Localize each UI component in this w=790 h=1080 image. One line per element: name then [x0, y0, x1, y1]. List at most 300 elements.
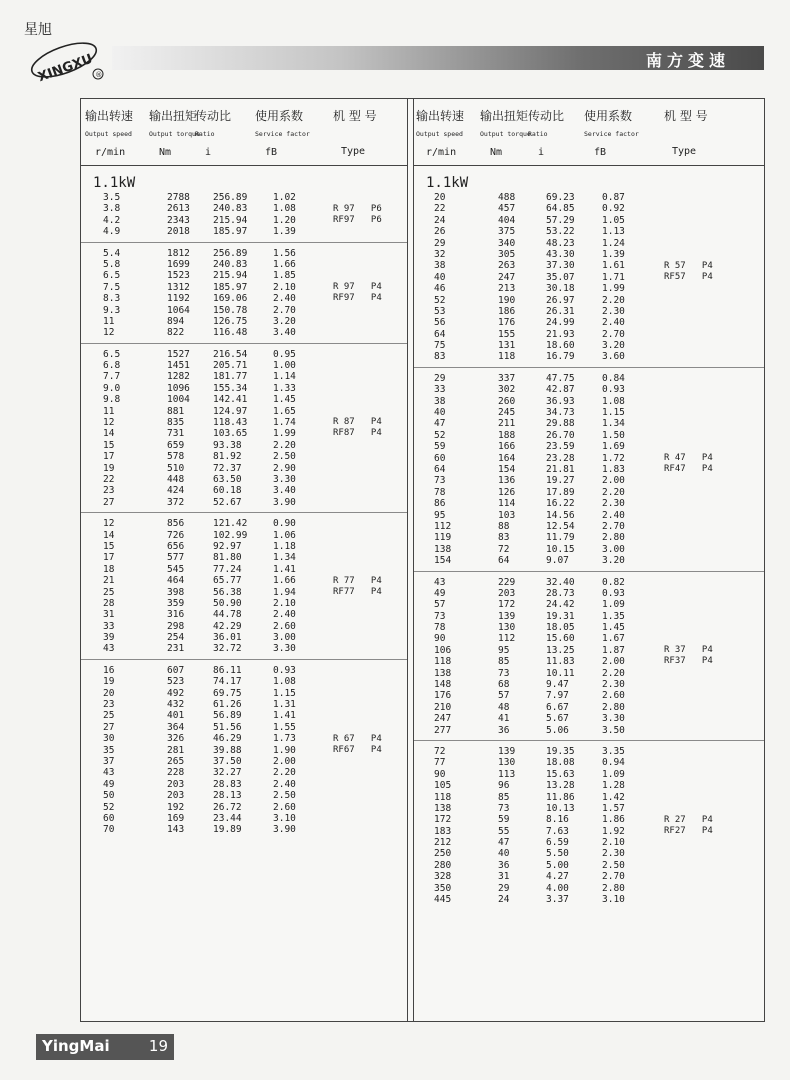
cell-ratio: 15.63 [546, 768, 575, 780]
cell-torque: 154 [498, 463, 516, 475]
table-row [414, 883, 764, 894]
table-row [81, 270, 407, 281]
banner-title: 南方变速 [645, 51, 730, 70]
cell-sf: 2.50 [602, 859, 625, 871]
cell-torque: 231 [167, 643, 185, 655]
cell-ratio: 14.56 [546, 509, 575, 521]
cell-speed: 60 [434, 452, 446, 464]
table-row [414, 306, 764, 317]
cell-torque: 881 [167, 405, 185, 417]
cell-speed: 350 [434, 882, 452, 894]
cell-torque: 73 [498, 802, 510, 814]
cell-sf: 1.99 [273, 428, 296, 440]
cell-sf: 1.56 [273, 247, 296, 259]
table-row [81, 440, 407, 451]
cell-ratio: 185.97 [213, 226, 248, 238]
cell-sf: 1.90 [273, 744, 296, 756]
cell-sf: 2.00 [602, 656, 625, 668]
cell-speed: 43 [103, 767, 115, 779]
column-header-sf [584, 107, 639, 158]
cell-ratio: 60.18 [213, 485, 242, 497]
cell-ratio: 19.89 [213, 824, 242, 836]
cell-speed: 38 [434, 395, 446, 407]
cell-speed: 118 [434, 791, 452, 803]
header-type-unit: Type [341, 146, 366, 157]
table-row [414, 611, 764, 622]
cell-torque: 203 [498, 587, 516, 599]
cell-speed: 148 [434, 679, 452, 691]
cell-sf: 1.41 [273, 710, 296, 722]
cell-torque: 103 [498, 509, 516, 521]
table-row [414, 396, 764, 407]
cell-torque: 545 [167, 563, 185, 575]
cell-ratio: 5.00 [546, 859, 569, 871]
table-row [81, 226, 407, 237]
cell-torque: 448 [167, 473, 185, 485]
cell-speed: 6.8 [103, 360, 121, 372]
cell-speed: 39 [103, 632, 115, 644]
cell-ratio: 17.89 [546, 486, 575, 498]
cell-torque: 457 [498, 203, 516, 215]
table-row [414, 757, 764, 768]
cell-sf: 1.31 [273, 699, 296, 711]
cell-speed: 118 [434, 656, 452, 668]
cell-torque: 260 [498, 395, 516, 407]
cell-speed: 12 [103, 518, 115, 530]
cell-sf: 1.67 [602, 633, 625, 645]
cell-ratio: 36.01 [213, 632, 242, 644]
table-row [81, 824, 407, 835]
cell-ratio: 44.78 [213, 609, 242, 621]
cell-ratio: 69.75 [213, 687, 242, 699]
cell-torque: 2613 [167, 203, 190, 215]
table-row [81, 813, 407, 824]
cell-sf: 0.93 [602, 587, 625, 599]
cell-ratio: 32.27 [213, 767, 242, 779]
cell-ratio: 256.89 [213, 192, 248, 203]
table-row [414, 373, 764, 384]
table-row [81, 699, 407, 710]
cell-torque: 164 [498, 452, 516, 464]
cell-speed: 28 [103, 597, 115, 609]
table-row [414, 215, 764, 226]
table-row [414, 894, 764, 905]
cell-ratio: 8.16 [546, 814, 569, 826]
cell-ratio: 53.22 [546, 226, 575, 238]
cell-speed: 95 [434, 509, 446, 521]
model-type: R 97 P4 RF97 P4 [333, 282, 382, 304]
cell-torque: 112 [498, 633, 516, 645]
cell-speed: 73 [434, 610, 446, 622]
cell-ratio: 12.54 [546, 520, 575, 532]
footer-bar [36, 1034, 174, 1060]
group-divider [414, 571, 764, 572]
cell-torque: 29 [498, 882, 510, 894]
cell-ratio: 240.83 [213, 258, 248, 270]
cell-torque: 1004 [167, 394, 190, 406]
cell-torque: 172 [498, 599, 516, 611]
cell-ratio: 56.89 [213, 710, 242, 722]
cell-ratio: 124.97 [213, 405, 248, 417]
cell-sf: 3.90 [273, 824, 296, 836]
cell-sf: 2.40 [273, 778, 296, 790]
cell-torque: 656 [167, 540, 185, 552]
table-row [81, 518, 407, 529]
cell-torque: 47 [498, 837, 510, 849]
cell-torque: 72 [498, 543, 510, 555]
table-row [414, 351, 764, 362]
table-row [414, 441, 764, 452]
cell-sf: 1.34 [273, 552, 296, 564]
header-banner [112, 46, 764, 70]
cell-torque: 375 [498, 226, 516, 238]
cell-torque: 40 [498, 848, 510, 860]
cell-torque: 1523 [167, 270, 190, 282]
cell-ratio: 81.80 [213, 552, 242, 564]
cell-torque: 265 [167, 755, 185, 767]
cell-ratio: 81.92 [213, 451, 242, 463]
header-sf-unit: fB [265, 147, 278, 158]
cell-ratio: 23.59 [546, 441, 575, 453]
table-row [81, 259, 407, 270]
cell-ratio: 48.23 [546, 237, 575, 249]
cell-torque: 364 [167, 721, 185, 733]
cell-speed: 19 [103, 462, 115, 474]
cell-sf: 2.00 [273, 755, 296, 767]
cell-ratio: 169.06 [213, 293, 248, 305]
cell-torque: 316 [167, 609, 185, 621]
column-header-sf [255, 107, 310, 158]
cell-ratio: 28.13 [213, 790, 242, 802]
cell-sf: 1.50 [602, 429, 625, 441]
header-type-zh: 机 型 号 [333, 109, 377, 123]
cell-torque: 36 [498, 724, 510, 736]
cell-speed: 52 [434, 429, 446, 441]
cell-speed: 15 [103, 540, 115, 552]
cell-torque: 359 [167, 597, 185, 609]
model-type: R 77 P4 RF77 P4 [333, 575, 382, 597]
cell-ratio: 35.07 [546, 271, 575, 283]
cell-ratio: 37.50 [213, 755, 242, 767]
cell-torque: 143 [167, 824, 185, 836]
cell-sf: 3.60 [602, 351, 625, 363]
model-type: R 47 P4 RF47 P4 [664, 453, 713, 475]
cell-sf: 2.30 [602, 305, 625, 317]
cell-torque: 186 [498, 305, 516, 317]
cell-sf: 1.15 [602, 407, 625, 419]
cell-ratio: 39.88 [213, 744, 242, 756]
cell-ratio: 16.79 [546, 351, 575, 363]
cell-torque: 245 [498, 407, 516, 419]
table-row [414, 860, 764, 871]
right-panel [413, 99, 764, 1021]
table-row [414, 418, 764, 429]
table-row [81, 383, 407, 394]
cell-ratio: 21.93 [546, 328, 575, 340]
cell-speed: 33 [434, 384, 446, 396]
cell-speed: 21 [103, 575, 115, 587]
cell-torque: 73 [498, 667, 510, 679]
header-ratio-zh: 传动比 [528, 109, 565, 123]
cell-ratio: 5.67 [546, 713, 569, 725]
cell-sf: 0.92 [602, 203, 625, 215]
cell-speed: 59 [434, 441, 446, 453]
model-type: R 27 P4 RF27 P4 [664, 814, 713, 836]
cell-speed: 57 [434, 599, 446, 611]
cell-speed: 46 [434, 283, 446, 295]
cell-speed: 183 [434, 825, 452, 837]
row-group [414, 746, 764, 905]
cell-torque: 1527 [167, 348, 190, 360]
cell-speed: 52 [434, 294, 446, 306]
cell-sf: 1.08 [602, 395, 625, 407]
cell-torque: 114 [498, 498, 516, 510]
table-row [81, 552, 407, 563]
cell-sf: 2.90 [273, 462, 296, 474]
cell-torque: 731 [167, 428, 185, 440]
header-separator [81, 165, 407, 166]
cell-speed: 14 [103, 428, 115, 440]
header-speed-unit: r/min [426, 147, 457, 158]
cell-ratio: 61.26 [213, 699, 242, 711]
cell-speed: 11 [103, 405, 115, 417]
cell-speed: 5.4 [103, 247, 121, 259]
cell-ratio: 28.83 [213, 778, 242, 790]
table-row [81, 598, 407, 609]
table-row [414, 226, 764, 237]
cell-sf: 2.80 [602, 532, 625, 544]
cell-speed: 22 [103, 473, 115, 485]
cell-speed: 20 [434, 192, 446, 203]
cell-sf: 3.90 [273, 496, 296, 508]
cell-sf: 2.50 [273, 790, 296, 802]
cell-sf: 1.09 [602, 599, 625, 611]
cell-sf: 1.55 [273, 721, 296, 733]
cell-sf: 1.74 [273, 417, 296, 429]
cell-ratio: 116.48 [213, 327, 248, 339]
cell-ratio: 13.25 [546, 644, 575, 656]
cell-ratio: 19.31 [546, 610, 575, 622]
cell-torque: 190 [498, 294, 516, 306]
cell-sf: 3.40 [273, 327, 296, 339]
cell-torque: 659 [167, 439, 185, 451]
cell-ratio: 51.56 [213, 721, 242, 733]
cell-sf: 1.65 [273, 405, 296, 417]
cell-ratio: 9.07 [546, 555, 569, 567]
cell-ratio: 9.47 [546, 679, 569, 691]
cell-torque: 607 [167, 664, 185, 676]
cell-sf: 3.20 [602, 340, 625, 352]
cell-torque: 126 [498, 486, 516, 498]
cell-sf: 2.80 [602, 882, 625, 894]
cell-sf: 3.30 [602, 713, 625, 725]
cell-torque: 247 [498, 271, 516, 283]
cell-speed: 14 [103, 529, 115, 541]
cell-ratio: 142.41 [213, 394, 248, 406]
cell-torque: 464 [167, 575, 185, 587]
cell-speed: 52 [103, 801, 115, 813]
cell-speed: 25 [103, 710, 115, 722]
cell-sf: 1.35 [602, 610, 625, 622]
cell-speed: 77 [434, 757, 446, 769]
cell-ratio: 18.08 [546, 757, 575, 769]
cell-ratio: 215.94 [213, 214, 248, 226]
header-torque-unit: Nm [159, 147, 172, 158]
cell-speed: 15 [103, 439, 115, 451]
cell-torque: 55 [498, 825, 510, 837]
cell-ratio: 121.42 [213, 518, 248, 530]
table-row [81, 643, 407, 654]
table-row [81, 305, 407, 316]
cell-sf: 1.69 [602, 441, 625, 453]
cell-sf: 2.20 [273, 767, 296, 779]
cell-speed: 12 [103, 327, 115, 339]
table-row [81, 360, 407, 371]
cell-sf: 2.30 [602, 848, 625, 860]
cell-torque: 305 [498, 248, 516, 260]
cell-ratio: 5.50 [546, 848, 569, 860]
table-row [414, 430, 764, 441]
cell-ratio: 30.18 [546, 283, 575, 295]
cell-sf: 1.92 [602, 825, 625, 837]
cell-sf: 1.73 [273, 733, 296, 745]
cell-sf: 1.83 [602, 463, 625, 475]
table-row [414, 532, 764, 543]
cell-sf: 1.13 [602, 226, 625, 238]
model-type: R 67 P4 RF67 P4 [333, 733, 382, 755]
cell-ratio: 47.75 [546, 372, 575, 384]
cell-sf: 1.34 [602, 418, 625, 430]
registered-mark: ® [95, 71, 103, 79]
cell-torque: 326 [167, 733, 185, 745]
header-ratio-unit: i [538, 147, 545, 158]
cell-torque: 188 [498, 429, 516, 441]
cell-torque: 176 [498, 317, 516, 329]
cell-torque: 213 [498, 283, 516, 295]
cell-torque: 88 [498, 520, 510, 532]
header-speed-en: Output speed [416, 130, 463, 138]
row-group [81, 665, 407, 836]
cell-torque: 48 [498, 701, 510, 713]
cell-speed: 4.2 [103, 214, 121, 226]
cell-torque: 835 [167, 417, 185, 429]
table-row [414, 871, 764, 882]
cell-speed: 4.9 [103, 226, 121, 238]
cell-torque: 41 [498, 713, 510, 725]
cell-torque: 1451 [167, 360, 190, 372]
column-header-ratio [528, 107, 564, 158]
table-row [414, 329, 764, 340]
cell-sf: 0.87 [602, 192, 625, 203]
cell-sf: 3.30 [273, 473, 296, 485]
cell-ratio: 10.13 [546, 802, 575, 814]
table-row [414, 577, 764, 588]
cell-speed: 23 [103, 699, 115, 711]
cell-ratio: 11.83 [546, 656, 575, 668]
cell-sf: 3.10 [273, 812, 296, 824]
cell-speed: 7.5 [103, 281, 121, 293]
cell-torque: 36 [498, 859, 510, 871]
header-ratio-en: Ratio [195, 130, 215, 138]
column-header-torque [480, 107, 531, 158]
cell-ratio: 42.87 [546, 384, 575, 396]
cell-sf: 1.86 [602, 814, 625, 826]
cell-ratio: 240.83 [213, 203, 248, 215]
cell-sf: 1.85 [273, 270, 296, 282]
left-panel [81, 99, 408, 1021]
cell-ratio: 7.63 [546, 825, 569, 837]
cell-speed: 49 [434, 587, 446, 599]
cell-sf: 2.40 [273, 609, 296, 621]
cell-torque: 401 [167, 710, 185, 722]
cell-speed: 24 [434, 214, 446, 226]
cell-ratio: 26.72 [213, 801, 242, 813]
cell-torque: 130 [498, 622, 516, 634]
cell-sf: 2.00 [602, 475, 625, 487]
table-row [81, 710, 407, 721]
cell-torque: 577 [167, 552, 185, 564]
cell-speed: 3.8 [103, 203, 121, 215]
table-row [414, 555, 764, 566]
cell-sf: 0.93 [602, 384, 625, 396]
header-torque-en: Output torque [149, 130, 200, 138]
table-row [414, 599, 764, 610]
table-row [81, 665, 407, 676]
table-row [81, 192, 407, 203]
cell-torque: 118 [498, 351, 516, 363]
cell-sf: 0.95 [273, 348, 296, 360]
table-row [414, 769, 764, 780]
table-row [81, 394, 407, 405]
group-divider [414, 367, 764, 368]
cell-speed: 78 [434, 622, 446, 634]
cell-sf: 2.70 [273, 304, 296, 316]
cell-speed: 22 [434, 203, 446, 215]
cell-ratio: 63.50 [213, 473, 242, 485]
table-row [414, 690, 764, 701]
cell-ratio: 11.86 [546, 791, 575, 803]
cell-sf: 1.24 [602, 237, 625, 249]
cell-speed: 50 [103, 790, 115, 802]
cell-speed: 5.8 [103, 258, 121, 270]
cell-torque: 169 [167, 812, 185, 824]
cell-speed: 64 [434, 328, 446, 340]
table-row [81, 248, 407, 259]
cell-sf: 1.87 [602, 644, 625, 656]
table-row [414, 340, 764, 351]
cell-ratio: 4.27 [546, 871, 569, 883]
table-row [81, 802, 407, 813]
cell-sf: 3.20 [602, 555, 625, 567]
cell-speed: 138 [434, 667, 452, 679]
cell-speed: 16 [103, 664, 115, 676]
cell-sf: 1.39 [602, 248, 625, 260]
cell-sf: 1.61 [602, 260, 625, 272]
cell-ratio: 11.79 [546, 532, 575, 544]
cell-speed: 70 [103, 824, 115, 836]
cell-ratio: 3.37 [546, 894, 569, 906]
cell-speed: 29 [434, 237, 446, 249]
cell-speed: 27 [103, 496, 115, 508]
logo-brand: XINGXU [36, 51, 95, 86]
cell-sf: 2.30 [602, 498, 625, 510]
cell-torque: 203 [167, 790, 185, 802]
table-row [414, 510, 764, 521]
group-divider [414, 740, 764, 741]
header-sf-en: Service factor [584, 130, 639, 138]
cell-sf: 1.08 [273, 676, 296, 688]
cell-speed: 12 [103, 417, 115, 429]
